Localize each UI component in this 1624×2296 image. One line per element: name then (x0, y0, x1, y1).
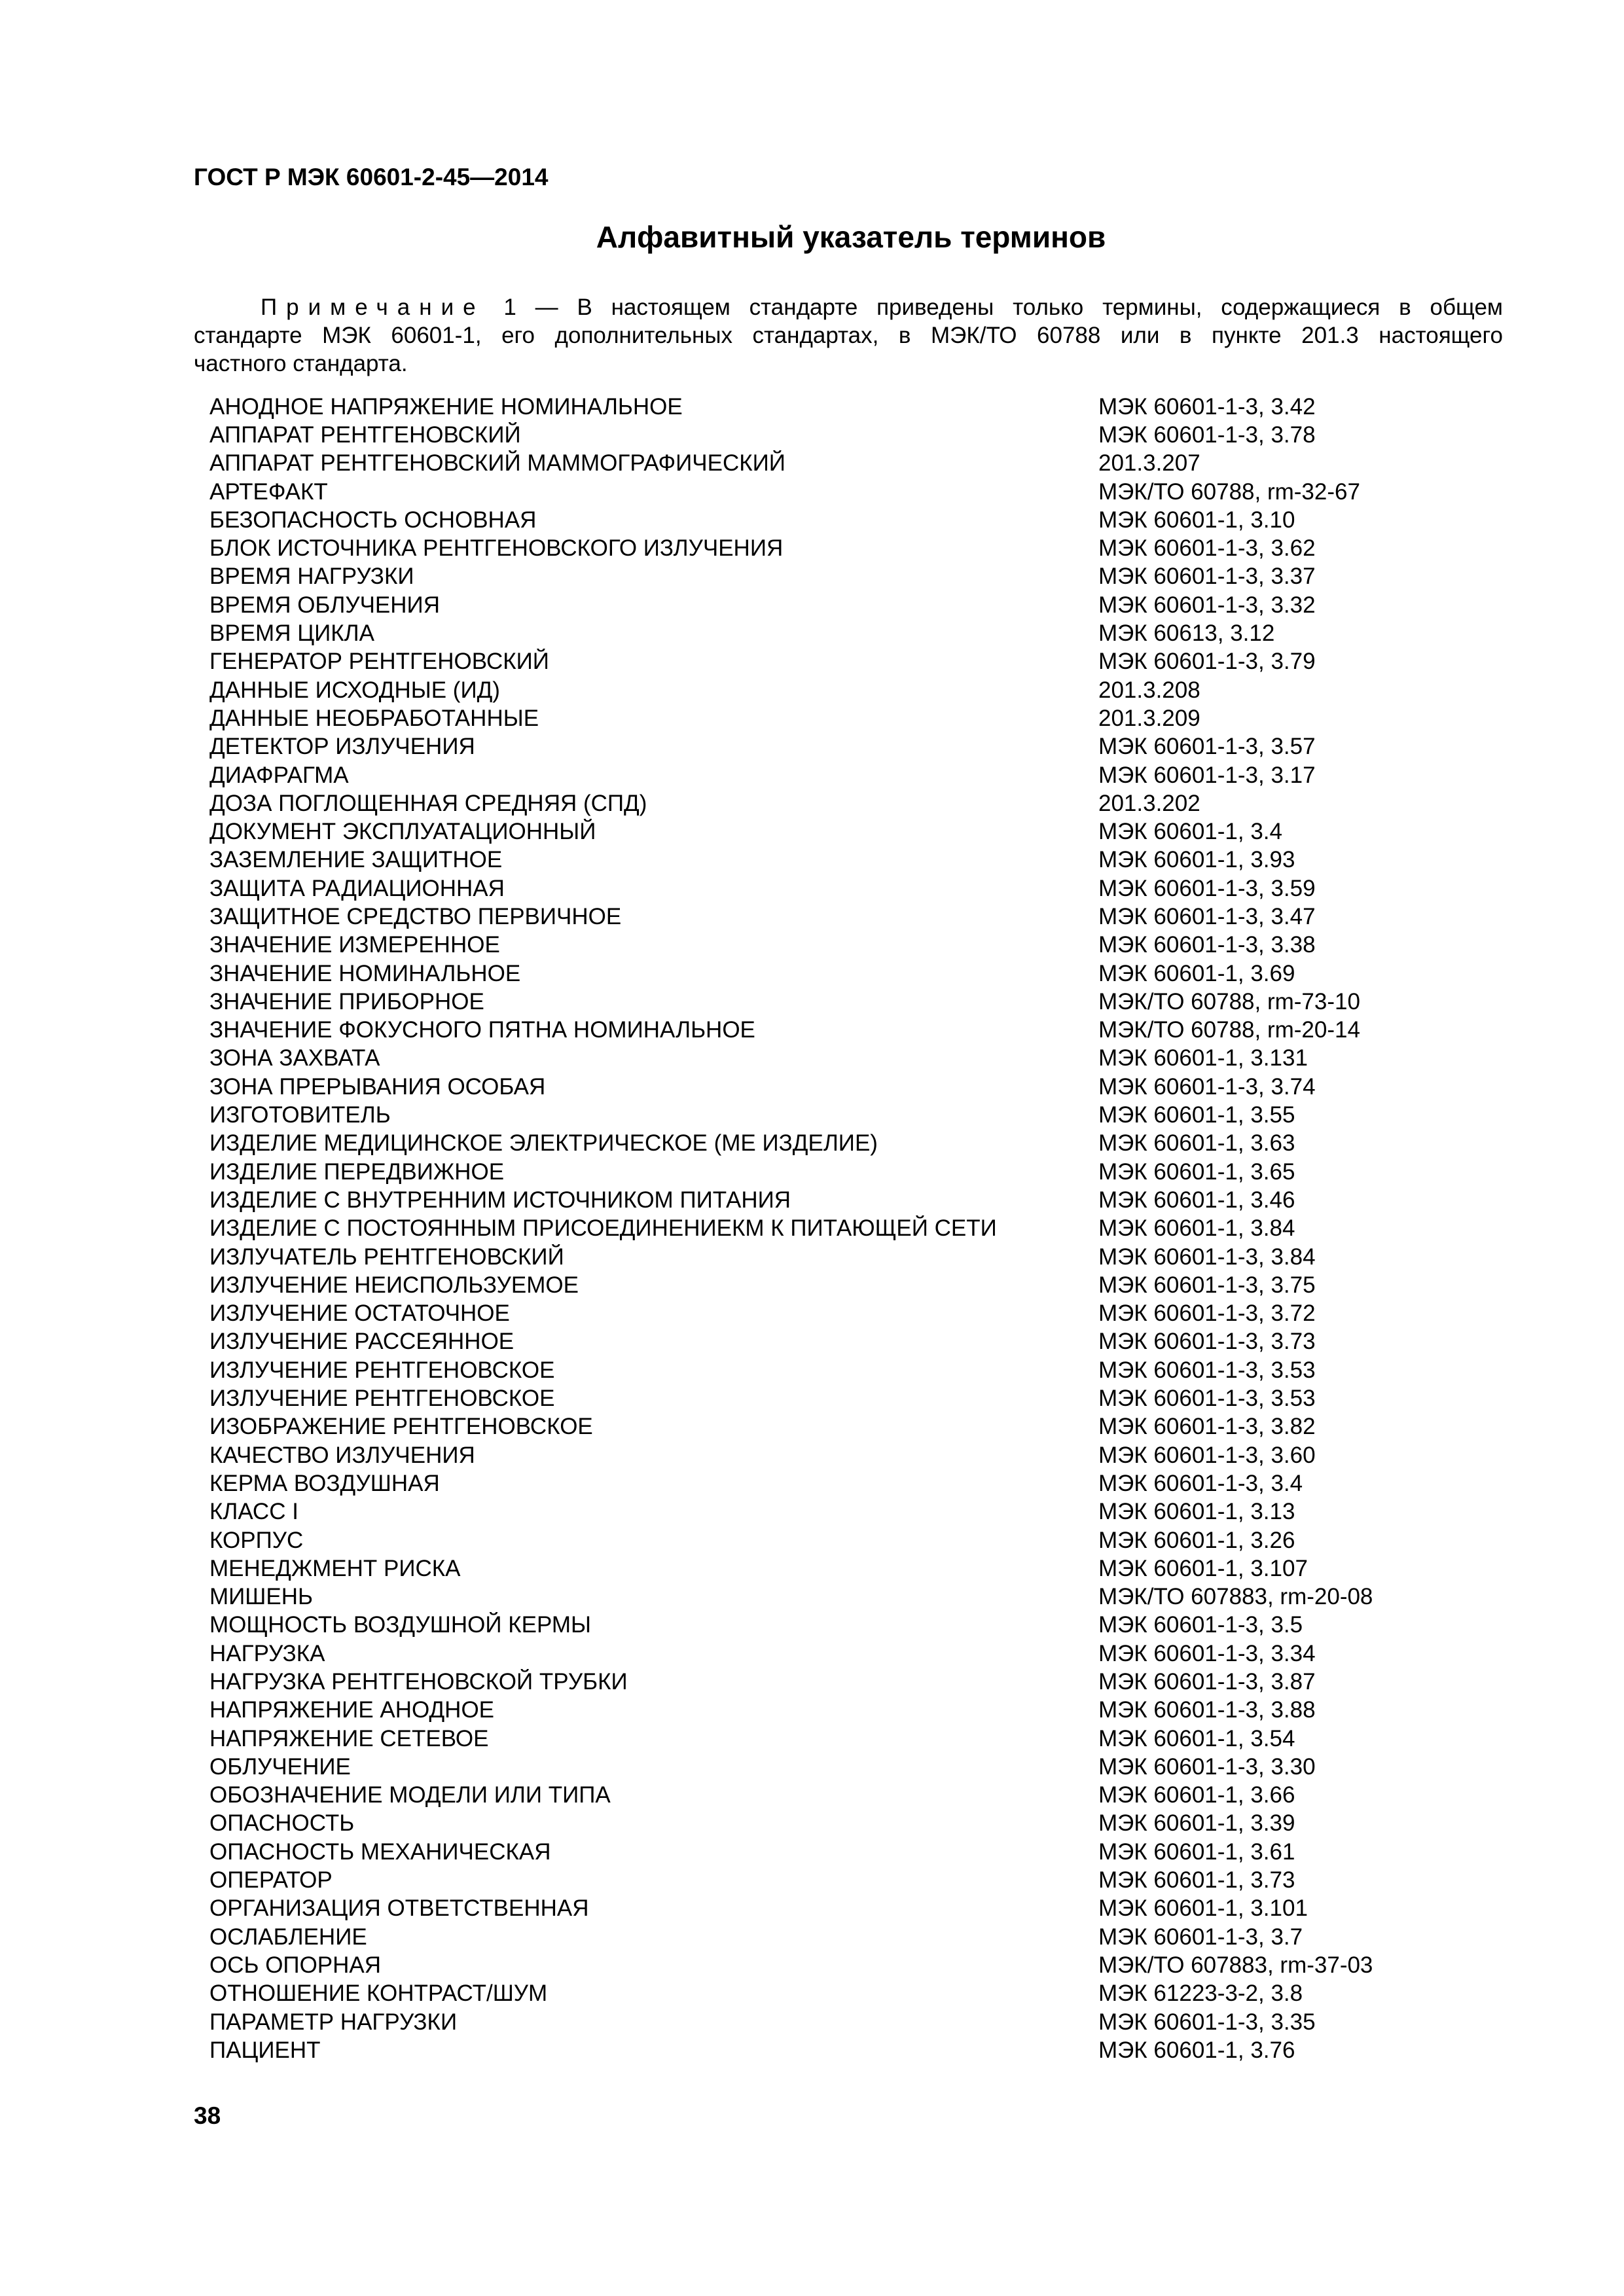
index-reference: МЭК 60601-1-3, 3.34 (1098, 1640, 1316, 1666)
index-reference: МЭК 60601-1, 3.66 (1098, 1782, 1295, 1808)
index-reference: МЭК 60601-1-3, 3.53 (1098, 1386, 1316, 1412)
index-reference: 201.3.202 (1098, 790, 1200, 816)
index-entry-row (209, 1498, 1492, 1526)
index-reference: МЭК 60601-1-3, 3.88 (1098, 1697, 1316, 1723)
index-term: НАГРУЗКА РЕНТГЕНОВСКОЙ ТРУБКИ (209, 1669, 628, 1695)
index-term: ЗНАЧЕНИЕ НОМИНАЛЬНОЕ (209, 960, 521, 986)
term-index-list (209, 393, 1492, 2065)
index-reference: МЭК 60601-1-3, 3.78 (1098, 422, 1316, 448)
index-reference: МЭК 60601-1, 3.61 (1098, 1839, 1295, 1865)
index-entry-row (209, 1782, 1492, 1810)
index-term: ДАННЫЕ ИСХОДНЫЕ (ИД) (209, 677, 500, 703)
index-term: ОСЛАБЛЕНИЕ (209, 1924, 367, 1950)
index-reference: МЭК 60601-1, 3.73 (1098, 1867, 1295, 1893)
index-term: ПАРАМЕТР НАГРУЗКИ (209, 2009, 458, 2035)
index-reference: МЭК 60601-1, 3.13 (1098, 1499, 1295, 1525)
index-term: МОЩНОСТЬ ВОЗДУШНОЙ КЕРМЫ (209, 1612, 592, 1638)
index-reference: МЭК 60601-1-3, 3.53 (1098, 1357, 1316, 1383)
index-term: ОПАСНОСТЬ (209, 1810, 355, 1837)
index-entry-row (209, 506, 1492, 534)
index-entry-row (209, 1810, 1492, 1838)
index-term: ГЕНЕРАТОР РЕНТГЕНОВСКИЙ (209, 649, 549, 675)
index-term: НАПРЯЖЕНИЕ АНОДНОЕ (209, 1697, 495, 1723)
index-reference: МЭК 60601-1-3, 3.32 (1098, 592, 1316, 618)
index-reference: МЭК 60601-1-3, 3.17 (1098, 762, 1316, 788)
index-reference: МЭК 60601-1-3, 3.42 (1098, 393, 1316, 420)
index-term: ПАЦИЕНТ (209, 2037, 321, 2063)
index-entry-row (209, 1356, 1492, 1384)
index-term: ОПЕРАТОР (209, 1867, 333, 1893)
index-reference: 201.3.208 (1098, 677, 1200, 703)
index-term: ЗАЗЕМЛЕНИЕ ЗАЩИТНОЕ (209, 847, 503, 873)
index-entry-row (209, 2036, 1492, 2064)
index-entry-row (209, 704, 1492, 732)
index-entry-row (209, 1271, 1492, 1299)
note-line-2: стандарте МЭК 60601-1, его дополнительных стандартах, в МЭК/ТО 60788 или в пункте 201.3 настоящего (194, 323, 1503, 348)
index-entry-row (209, 1838, 1492, 1866)
index-entry-row (209, 478, 1492, 506)
index-reference: МЭК/ТО 60788, rm-20-14 (1098, 1017, 1360, 1043)
index-term: ОПАСНОСТЬ МЕХАНИЧЕСКАЯ (209, 1839, 551, 1865)
index-entry-row (209, 1980, 1492, 2008)
index-term: ИЗЛУЧЕНИЕ НЕИСПОЛЬЗУЕМОЕ (209, 1272, 579, 1298)
index-reference: МЭК/ТО 60788, rm-32-67 (1098, 478, 1360, 505)
index-entry-row (209, 1668, 1492, 1696)
index-term: ИЗДЕЛИЕ С ВНУТРЕННИМ ИСТОЧНИКОМ ПИТАНИЯ (209, 1187, 791, 1213)
index-reference: МЭК 60601-1-3, 3.62 (1098, 535, 1316, 562)
note-number: 1 (503, 295, 516, 320)
index-reference: МЭК 60601-1, 3.101 (1098, 1895, 1308, 1922)
index-reference: МЭК 60601-1, 3.107 (1098, 1555, 1308, 1581)
index-term: КЛАСС I (209, 1499, 298, 1525)
index-term: ОБОЗНАЧЕНИЕ МОДЕЛИ ИЛИ ТИПА (209, 1782, 611, 1808)
note-label: Примечание (261, 295, 485, 320)
index-entry-row (209, 534, 1492, 562)
index-term: ИЗДЕЛИЕ ПЕРЕДВИЖНОЕ (209, 1158, 505, 1185)
index-reference: МЭК 60601-1-3, 3.87 (1098, 1669, 1316, 1695)
index-term: ИЗОБРАЖЕНИЕ РЕНТГЕНОВСКОЕ (209, 1414, 593, 1440)
index-reference: МЭК 60601-1, 3.54 (1098, 1725, 1295, 1751)
index-entry-row (209, 903, 1492, 931)
index-term: ЗАЩИТА РАДИАЦИОННАЯ (209, 875, 505, 901)
index-entry-row (209, 1101, 1492, 1129)
index-entry-row (209, 2008, 1492, 2036)
index-reference: МЭК 60601-1-3, 3.82 (1098, 1414, 1316, 1440)
index-reference: МЭК 60601-1-3, 3.84 (1098, 1244, 1316, 1270)
index-entry-row (209, 960, 1492, 988)
index-term: ДОЗА ПОГЛОЩЕННАЯ СРЕДНЯЯ (СПД) (209, 790, 647, 816)
index-term: ДАННЫЕ НЕОБРАБОТАННЫЕ (209, 705, 539, 731)
index-term: МИШЕНЬ (209, 1584, 313, 1610)
index-reference: МЭК 60601-1, 3.55 (1098, 1102, 1295, 1128)
index-reference: МЭК 60601-1, 3.84 (1098, 1215, 1295, 1242)
index-entry-row (209, 450, 1492, 478)
index-reference: 201.3.207 (1098, 450, 1200, 476)
index-term: АРТЕФАКТ (209, 478, 328, 505)
index-reference: МЭК 60601-1, 3.46 (1098, 1187, 1295, 1213)
index-term: ЗНАЧЕНИЕ ФОКУСНОГО ПЯТНА НОМИНАЛЬНОЕ (209, 1017, 755, 1043)
page-title: Алфавитный указатель терминов (596, 220, 1106, 254)
index-entry-row (209, 563, 1492, 591)
index-term: АППАРАТ РЕНТГЕНОВСКИЙ МАММОГРАФИЧЕСКИЙ (209, 450, 785, 476)
index-term: ИЗЛУЧАТЕЛЬ РЕНТГЕНОВСКИЙ (209, 1244, 564, 1270)
index-reference: МЭК 60601-1, 3.4 (1098, 819, 1282, 845)
index-entry-row (209, 1611, 1492, 1640)
index-term: ВРЕМЯ НАГРУЗКИ (209, 564, 414, 590)
index-entry-row (209, 1158, 1492, 1186)
index-entry-row (209, 1384, 1492, 1412)
index-entry-row (209, 1554, 1492, 1583)
index-entry-row (209, 1073, 1492, 1101)
index-entry-row (209, 1951, 1492, 1979)
index-reference: МЭК 60601-1-3, 3.72 (1098, 1300, 1316, 1327)
index-entry-row (209, 421, 1492, 449)
index-entry-row (209, 648, 1492, 676)
index-entry-row (209, 761, 1492, 789)
index-reference: МЭК 60601-1, 3.10 (1098, 507, 1295, 533)
index-entry-row (209, 1696, 1492, 1725)
index-term: ВРЕМЯ ЦИКЛА (209, 620, 374, 647)
index-reference: МЭК 60601-1-3, 3.7 (1098, 1924, 1303, 1950)
index-reference: МЭК 60601-1-3, 3.5 (1098, 1612, 1303, 1638)
index-reference: МЭК 60601-1-3, 3.74 (1098, 1073, 1316, 1100)
index-entry-row (209, 1243, 1492, 1271)
index-entry-row (209, 1469, 1492, 1498)
index-entry-row (209, 1328, 1492, 1356)
index-term: КОРПУС (209, 1527, 304, 1553)
index-entry-row (209, 1045, 1492, 1073)
index-term: КЕРМА ВОЗДУШНАЯ (209, 1470, 440, 1496)
page-number: 38 (194, 2102, 221, 2129)
index-entry-row (209, 591, 1492, 619)
index-reference: МЭК 60601-1-3, 3.30 (1098, 1753, 1316, 1780)
index-term: НАПРЯЖЕНИЕ СЕТЕВОЕ (209, 1725, 489, 1751)
index-reference: МЭК 60613, 3.12 (1098, 620, 1275, 647)
index-entry-row (209, 1300, 1492, 1328)
index-term: ВРЕМЯ ОБЛУЧЕНИЯ (209, 592, 440, 618)
index-entry-row (209, 1215, 1492, 1243)
index-term: ЗОНА ПРЕРЫВАНИЯ ОСОБАЯ (209, 1073, 546, 1100)
index-term: КАЧЕСТВО ИЗЛУЧЕНИЯ (209, 1442, 475, 1468)
index-reference: МЭК 60601-1-3, 3.47 (1098, 903, 1316, 929)
index-reference: МЭК 60601-1, 3.93 (1098, 847, 1295, 873)
index-reference: МЭК/ТО 607883, rm-37-03 (1098, 1952, 1373, 1978)
index-term: ИЗЛУЧЕНИЕ РАССЕЯННОЕ (209, 1329, 514, 1355)
index-reference: МЭК 60601-1, 3.65 (1098, 1158, 1295, 1185)
index-term: ЗНАЧЕНИЕ ИЗМЕРЕННОЕ (209, 932, 500, 958)
index-entry-row (209, 1895, 1492, 1923)
index-entry-row (209, 1186, 1492, 1214)
index-term: ЗОНА ЗАХВАТА (209, 1045, 380, 1071)
index-term: ИЗДЕЛИЕ С ПОСТОЯННЫМ ПРИСОЕДИНЕНИЕКМ К ПИТАЮЩЕЙ СЕТИ (209, 1215, 997, 1242)
index-entry-row (209, 846, 1492, 874)
index-entry-row (209, 676, 1492, 704)
index-term: МЕНЕДЖМЕНТ РИСКА (209, 1555, 461, 1581)
index-reference: МЭК 60601-1, 3.39 (1098, 1810, 1295, 1837)
index-reference: МЭК 60601-1-3, 3.38 (1098, 932, 1316, 958)
index-entry-row (209, 393, 1492, 421)
index-entry-row (209, 1441, 1492, 1469)
index-reference: МЭК 60601-1, 3.76 (1098, 2037, 1295, 2063)
index-reference: 201.3.209 (1098, 705, 1200, 731)
index-reference: МЭК 60601-1-3, 3.79 (1098, 649, 1316, 675)
index-entry-row (209, 733, 1492, 761)
note-paragraph (194, 293, 1503, 378)
index-entry-row (209, 789, 1492, 817)
document-code-header: ГОСТ Р МЭК 60601-2-45—2014 (194, 164, 549, 190)
index-entry-row (209, 1640, 1492, 1668)
index-term: НАГРУЗКА (209, 1640, 325, 1666)
index-reference: МЭК 60601-1-3, 3.59 (1098, 875, 1316, 901)
index-term: ОСЬ ОПОРНАЯ (209, 1952, 382, 1978)
index-entry-row (209, 1016, 1492, 1045)
index-term: БЕЗОПАСНОСТЬ ОСНОВНАЯ (209, 507, 537, 533)
index-term: ЗАЩИТНОЕ СРЕДСТВО ПЕРВИЧНОЕ (209, 903, 622, 929)
index-term: ИЗЛУЧЕНИЕ РЕНТГЕНОВСКОЕ (209, 1357, 555, 1383)
index-term: ИЗЛУЧЕНИЕ ОСТАТОЧНОЕ (209, 1300, 510, 1327)
index-term: АППАРАТ РЕНТГЕНОВСКИЙ (209, 422, 521, 448)
index-term: ЗНАЧЕНИЕ ПРИБОРНОЕ (209, 988, 484, 1014)
index-reference: МЭК 60601-1-3, 3.4 (1098, 1470, 1303, 1496)
index-reference: МЭК 60601-1-3, 3.75 (1098, 1272, 1316, 1298)
index-entry-row (209, 874, 1492, 903)
index-reference: МЭК/ТО 60788, rm-73-10 (1098, 988, 1360, 1014)
index-entry-row (209, 1923, 1492, 1951)
index-entry-row (209, 1583, 1492, 1611)
index-reference: МЭК 60601-1, 3.69 (1098, 960, 1295, 986)
index-reference: МЭК 60601-1, 3.131 (1098, 1045, 1308, 1071)
index-entry-row (209, 1753, 1492, 1781)
index-entry-row (209, 1413, 1492, 1441)
index-term: ОТНОШЕНИЕ КОНТРАСТ/ШУМ (209, 1981, 548, 2007)
index-entry-row (209, 1526, 1492, 1554)
index-reference: МЭК 60601-1-3, 3.37 (1098, 564, 1316, 590)
index-entry-row (209, 619, 1492, 647)
note-line-3: частного стандарта. (194, 351, 408, 376)
index-reference: МЭК/ТО 607883, rm-20-08 (1098, 1584, 1373, 1610)
index-entry-row (209, 988, 1492, 1016)
index-reference: МЭК 61223-3-2, 3.8 (1098, 1981, 1303, 2007)
index-term: ДЕТЕКТОР ИЗЛУЧЕНИЯ (209, 734, 475, 760)
index-term: ДИАФРАГМА (209, 762, 349, 788)
index-term: АНОДНОЕ НАПРЯЖЕНИЕ НОМИНАЛЬНОЕ (209, 393, 683, 420)
index-entry-row (209, 1725, 1492, 1753)
index-term: ДОКУМЕНТ ЭКСПЛУАТАЦИОННЫЙ (209, 819, 596, 845)
index-term: ИЗДЕЛИЕ МЕДИЦИНСКОЕ ЭЛЕКТРИЧЕСКОЕ (МЕ ИЗДЕЛИЕ) (209, 1130, 878, 1157)
index-entry-row (209, 1866, 1492, 1894)
index-reference: МЭК 60601-1-3, 3.35 (1098, 2009, 1316, 2035)
index-reference: МЭК 60601-1-3, 3.57 (1098, 734, 1316, 760)
index-term: ИЗГОТОВИТЕЛЬ (209, 1102, 391, 1128)
index-reference: МЭК 60601-1-3, 3.73 (1098, 1329, 1316, 1355)
index-reference: МЭК 60601-1, 3.26 (1098, 1527, 1295, 1553)
index-reference: МЭК 60601-1, 3.63 (1098, 1130, 1295, 1157)
note-line-1: — В настоящем стандарте приведены только термины, содержащиеся в общем (535, 295, 1503, 320)
index-term: ОРГАНИЗАЦИЯ ОТВЕТСТВЕННАЯ (209, 1895, 589, 1922)
index-term: БЛОК ИСТОЧНИКА РЕНТГЕНОВСКОГО ИЗЛУЧЕНИЯ (209, 535, 784, 562)
index-reference: МЭК 60601-1-3, 3.60 (1098, 1442, 1316, 1468)
index-entry-row (209, 817, 1492, 846)
index-entry-row (209, 931, 1492, 960)
index-term: ИЗЛУЧЕНИЕ РЕНТГЕНОВСКОЕ (209, 1386, 555, 1412)
index-term: ОБЛУЧЕНИЕ (209, 1753, 351, 1780)
index-entry-row (209, 1130, 1492, 1158)
